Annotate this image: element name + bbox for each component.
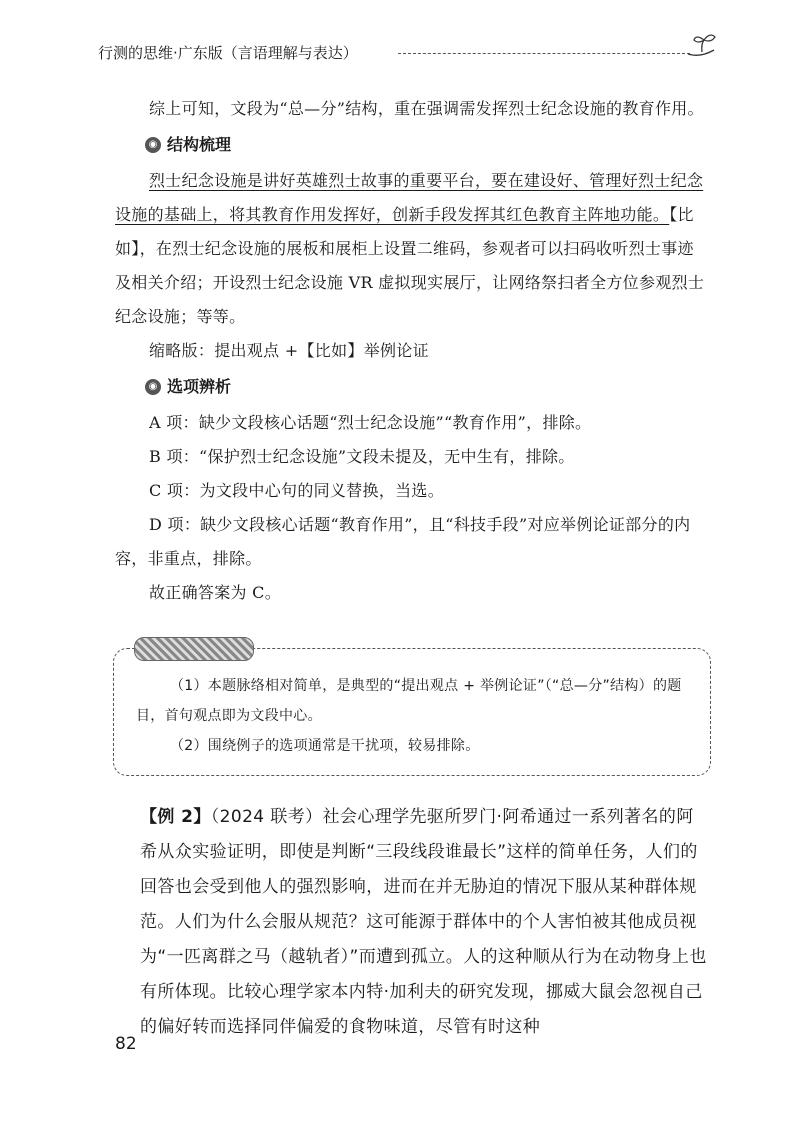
option-a-analysis: A 项：缺少文段核心话题“烈士纪念设施”“教育作用”，排除。 xyxy=(149,413,592,432)
structure-summary: 缩略版：提出观点 +【比如】举例论证 xyxy=(149,341,429,360)
page-header xyxy=(98,36,718,66)
structure-underlined-text: 烈士纪念设施是讲好英雄烈士故事的重要平台，要在建设好、管理好烈士纪念设施的基础上，将其教育作用发挥好，创新手段发挥其红色教育主阵地功能。 xyxy=(115,171,704,224)
structure-badge-icon: ◉ xyxy=(145,137,161,153)
options-heading-label: 选项辨析 xyxy=(167,377,232,396)
option-b-analysis: B 项：“保护烈士纪念设施”文段未提及，无中生有，排除。 xyxy=(149,447,575,466)
header-divider xyxy=(398,53,690,54)
tip-box-content xyxy=(136,671,696,761)
tip-box xyxy=(113,648,711,776)
option-d-analysis: D 项：缺少文段核心话题“教育作用”，且“科技手段”对应举例论证部分的内容，非重点，排除。 xyxy=(115,515,691,568)
header-title: 行测的思维·广东版（言语理解与表达） xyxy=(98,44,358,62)
answer-analysis xyxy=(115,92,709,610)
example-text: （2024 联考）社会心理学先驱所罗门·阿希通过一系列著名的阿希从众实验证明，即使是判断“三段线段谁最长”这样的简单任务，人们的回答也会受到他人的强烈影响，进而在并无胁迫的情况下服从某种群体规范。人们为什么会服从规范？这可能源于群体中的个人害怕被其他成员视为“一匹离群之马（越轨者）”而遭到孤立。人的这种顺从行为在动物身上也有所体现。比较心理学家本内特·加利夫的研究发现，挪威大鼠会忽视自己的偏好转而选择同伴偏爱的食物味道，尽管有时这种 xyxy=(140,807,707,1037)
tip-box-tab xyxy=(134,637,254,661)
sprout-icon xyxy=(684,32,718,62)
option-c-analysis: C 项：为文段中心句的同义替换，当选。 xyxy=(149,481,445,500)
answer-text: 故正确答案为 C。 xyxy=(149,583,282,602)
tip-item-2: （2）围绕例子的选项通常是干扰项，较易排除。 xyxy=(170,738,480,754)
options-badge-icon: ◉ xyxy=(145,379,161,395)
page-number: 82 xyxy=(115,1034,137,1054)
tip-item-1: （1）本题脉络相对简单，是典型的“提出观点 + 举例论证”（“总—分”结构）的题目，首句观点即为文段中心。 xyxy=(136,678,682,724)
example-paragraph xyxy=(140,800,708,1045)
options-heading xyxy=(115,370,709,404)
structure-heading-label: 结构梳理 xyxy=(167,135,232,154)
example-label: 【例 2】 xyxy=(140,807,211,827)
conclusion-text: 综上可知，文段为“总—分”结构，重在强调需发挥烈士纪念设施的教育作用。 xyxy=(149,99,704,118)
structure-heading xyxy=(115,128,709,162)
example-question xyxy=(140,800,708,1045)
structure-rest-text: 【比如】，在烈士纪念设施的展板和展柜上设置二维码，参观者可以扫码收听烈士事迹及相关介绍；开设烈士纪念设施 VR 虚拟现实展厅，让网络祭扫者全方位参观烈士纪念设施；等等。 xyxy=(115,205,705,326)
structure-paragraph xyxy=(115,164,709,334)
